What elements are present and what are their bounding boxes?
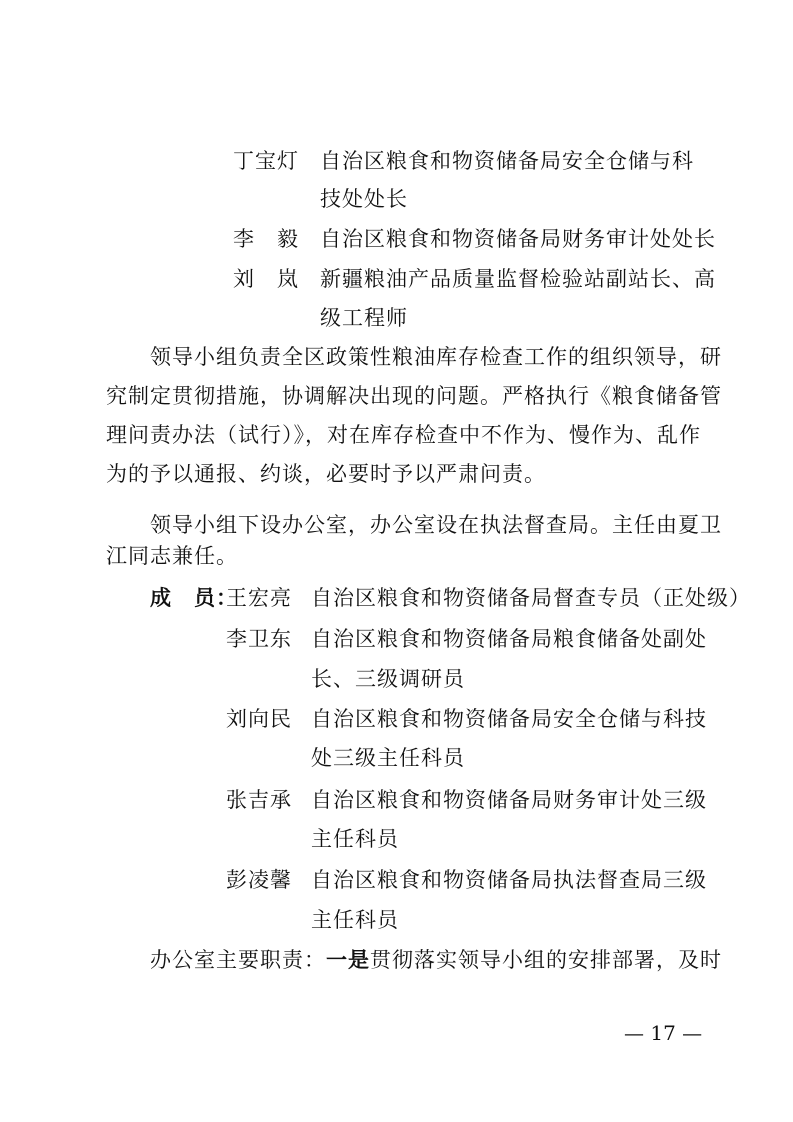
paragraph-line: 领导小组负责全区政策性粮油库存检查工作的组织领导，研: [150, 345, 722, 369]
member-title-line: 长、三级调研员: [311, 667, 465, 691]
member-name: 彭凌馨: [226, 868, 292, 892]
leader-title-line: 新疆粮油产品质量监督检验站副站长、高: [320, 267, 716, 291]
leader-name: 丁宝灯: [233, 149, 299, 173]
member-title-line: 主任科员: [311, 908, 399, 932]
leader-name: 李 毅: [233, 227, 299, 251]
member-title-line: 自治区粮食和物资储备局督查专员（正处级）: [311, 586, 751, 610]
paragraph-line: 领导小组下设办公室，办公室设在执法督查局。主任由夏卫: [150, 513, 722, 537]
paragraph-line: 江同志兼任。: [106, 544, 238, 568]
member-title-line: 主任科员: [311, 827, 399, 851]
paragraph-line: 究制定贯彻措施，协调解决出现的问题。严格执行《粮食储备管: [106, 384, 722, 408]
member-title-line: 自治区粮食和物资储备局安全仓储与科技: [311, 707, 707, 731]
paragraph-line: 理问责办法（试行）》，对在库存检查中不作为、慢作为、乱作: [106, 423, 701, 447]
members-label: 成 员：: [150, 586, 238, 610]
member-name: 刘向民: [226, 707, 292, 731]
member-title-line: 自治区粮食和物资储备局财务审计处三级: [311, 788, 707, 812]
office-duties-line: [150, 945, 722, 975]
leader-title-line: 自治区粮食和物资储备局财务审计处处长: [320, 227, 716, 251]
office-duties-text: 贯彻落实领导小组的安排部署，及时: [370, 948, 722, 972]
member-name: 王宏亮: [226, 586, 292, 610]
member-title-line: 自治区粮食和物资储备局粮食储备处副处: [311, 627, 707, 651]
member-title-line: 处三级主任科员: [311, 746, 465, 770]
member-name: 李卫东: [226, 627, 292, 651]
leader-title-line: 自治区粮食和物资储备局安全仓储与科: [320, 149, 694, 173]
member-title-line: 自治区粮食和物资储备局执法督查局三级: [311, 868, 707, 892]
office-duties-label: 办公室主要职责：: [150, 948, 326, 972]
paragraph-line: 为的予以通报、约谈，必要时予以严肃问责。: [106, 462, 546, 486]
leader-title-line: 技处处长: [320, 187, 408, 211]
leader-name: 刘 岚: [233, 267, 299, 291]
member-name: 张吉承: [226, 788, 292, 812]
leader-title-line: 级工程师: [320, 306, 408, 330]
page-number: — 17 —: [624, 1021, 703, 1045]
first-marker: 一是: [326, 948, 370, 972]
